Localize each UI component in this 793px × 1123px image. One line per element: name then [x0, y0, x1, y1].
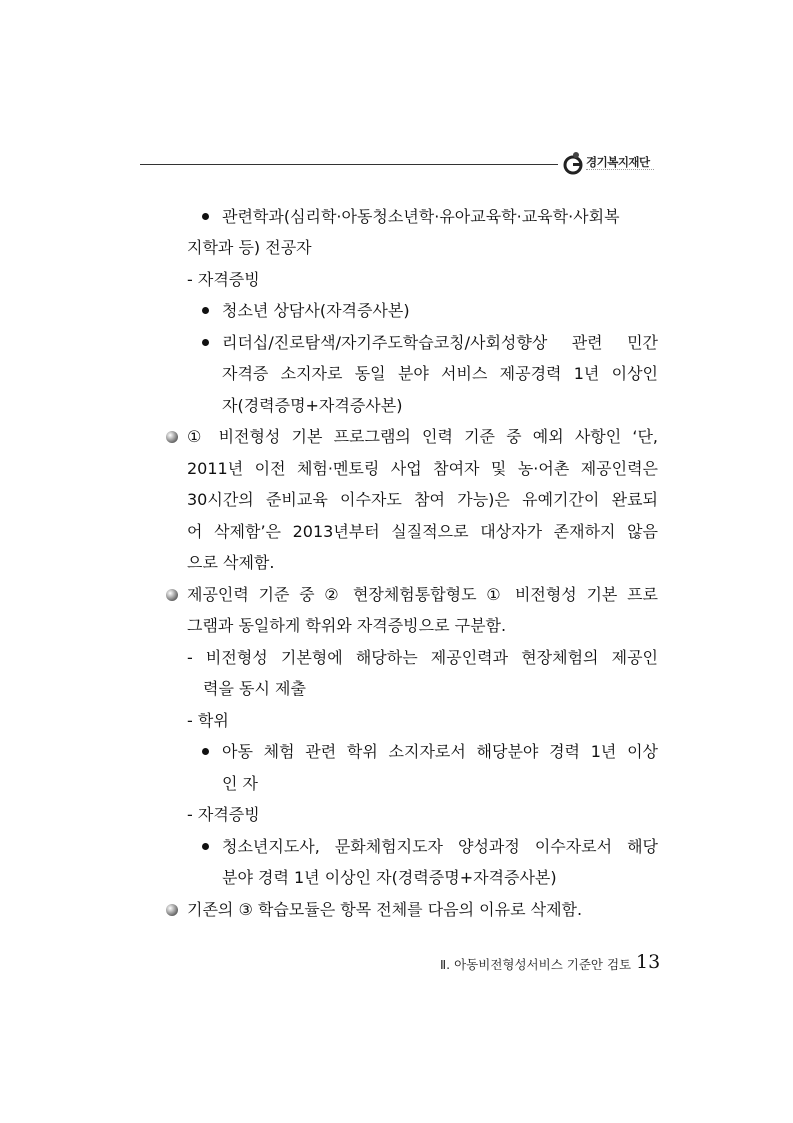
body-line: - 비전형성 기본형에 해당하는 제공인력과 현장체험의 제공인 [187, 648, 658, 667]
org-name: 경기복지재단 [586, 155, 650, 169]
body-line: - 자격증빙 [187, 805, 260, 824]
body-line: 관련학과(심리학·아동청소년학·유아교육학·교육학·사회복 [222, 207, 620, 226]
sphere-bullet-icon [165, 430, 179, 444]
body-line: 자(경력증명+자격증사본) [222, 396, 403, 415]
body-line: 으로 삭제함. [187, 553, 275, 572]
body-line: 2011년 이전 체험·멘토링 사업 참여자 및 농·어촌 제공인력은 [187, 459, 658, 478]
body-line: - 학위 [187, 711, 229, 730]
body-line: 제공인력 기준 중 ② 현장체험통합형도 ① 비전형성 기본 프로 [187, 585, 658, 604]
body-line: 청소년 상담사(자격증사본) [222, 301, 410, 320]
sphere-bullet-icon [165, 588, 179, 602]
body-line: 지학과 등) 전공자 [187, 238, 312, 257]
bullet-dot-icon [202, 307, 209, 314]
body-line: - 자격증빙 [187, 270, 260, 289]
bullet-dot-icon [202, 213, 209, 220]
page-number: 13 [636, 951, 661, 973]
body-line: 분야 경력 1년 이상인 자(경력증명+자격증사본) [222, 868, 557, 887]
sphere-bullet-icon [165, 903, 179, 917]
body-line: 어 삭제함’은 2013년부터 실질적으로 대상자가 존재하지 않음 [187, 522, 658, 541]
body-line: 아동 체험 관련 학위 소지자로서 해당분야 경력 1년 이상 [222, 742, 658, 761]
body-line: 그램과 동일하게 학위와 자격증빙으로 구분함. [187, 616, 507, 635]
bullet-dot-icon [202, 748, 209, 755]
body-line: 력을 동시 제출 [203, 679, 306, 698]
chapter-footer: Ⅱ. 아동비전형성서비스 기준안 검토 [440, 957, 632, 972]
body-line: 30시간의 준비교육 이수자도 참여 가능)은 유예기간이 완료되 [187, 490, 658, 509]
bullet-dot-icon [202, 843, 209, 850]
body-line: 청소년지도사, 문화체험지도자 양성과정 이수자로서 해당 [222, 837, 658, 856]
body-line: ① 비전형성 기본 프로그램의 인력 기준 중 예외 사항인 ‘단, [187, 427, 658, 446]
bullet-dot-icon [202, 339, 209, 346]
body-line: 기존의 ③ 학습모듈은 항목 전체를 다음의 이유로 삭제함. [187, 900, 583, 919]
body-line: 인 자 [222, 774, 258, 793]
body-line: 자격증 소지자로 동일 분야 서비스 제공경력 1년 이상인 [222, 364, 658, 383]
body-line: 리더십/진로탐색/자기주도학습코칭/사회성향상 관련 민간 [222, 333, 658, 352]
